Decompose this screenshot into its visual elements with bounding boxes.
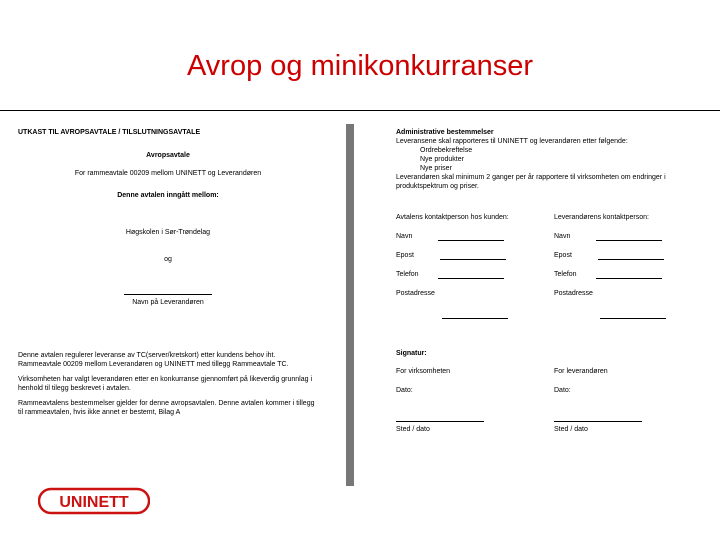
document-left-page	[18, 128, 318, 488]
admin-item-2: Nye produkter	[420, 156, 464, 163]
logo-text: UNINETT	[59, 494, 129, 511]
and-text: og	[164, 256, 172, 263]
agreement-subtitle: For rammeavtale 00209 mellom UNINETT og Leverandøren	[74, 170, 262, 177]
uninett-logo	[38, 487, 150, 515]
customer-email-label: Epost	[396, 252, 414, 259]
supplier-name-line	[596, 233, 662, 241]
supplier-address-line	[600, 311, 666, 319]
supplier-phone-line	[596, 271, 662, 279]
document-right-page	[396, 128, 696, 488]
supplier-contact-title: Leverandørens kontaktperson:	[554, 214, 649, 221]
customer-phone-label: Telefon	[396, 271, 419, 278]
sign-supplier-line	[554, 413, 642, 422]
title-divider	[0, 110, 720, 111]
supplier-name-label: Navn på Leverandøren	[132, 299, 204, 306]
signature-section	[396, 349, 696, 459]
sign-supplier-label: For leverandøren	[554, 368, 608, 375]
agreement-title: Avropsavtale	[146, 152, 190, 159]
customer-phone-line	[438, 271, 504, 279]
contacts-section	[396, 213, 696, 333]
admin-text: Leveransene skal rapporteres til UNINETT og leverandøren etter følgende:	[396, 138, 628, 145]
sign-customer-place: Sted / dato	[396, 426, 430, 433]
customer-address-line	[442, 311, 508, 319]
admin-text-2: Leverandøren skal minimum 2 ganger per år rapportere til virksomheten om endringer i produktspektrum og priser.	[396, 174, 666, 190]
supplier-address-label: Postadresse	[554, 290, 593, 297]
paragraph-1: Denne avtalen regulerer leveranse av TC(server/kretskort) etter kundens behov iht. Rammeavtale 00209 mellom Leverandøren og UNINETT med tillegg Rammeavtale TC.	[18, 352, 289, 368]
supplier-email-line	[598, 252, 664, 260]
customer-name-line	[438, 233, 504, 241]
paragraph-2: Virksomheten har valgt leverandøren etter en konkurranse gjennomført på likeverdig grunnlag i henhold til tilegg beskrevet i avtalen.	[18, 376, 313, 392]
agreement-parties-intro: Denne avtalen inngått mellom:	[117, 192, 219, 199]
supplier-signature-line	[124, 286, 212, 295]
sign-supplier-date: Dato:	[554, 387, 571, 394]
admin-title: Administrative bestemmelser	[396, 129, 494, 136]
admin-item-1: Ordrebekreftelse	[420, 147, 473, 154]
supplier-email-label: Epost	[554, 252, 572, 259]
customer-contact-title: Avtalens kontaktperson hos kunden:	[396, 214, 509, 221]
customer-email-line	[440, 252, 506, 260]
page-divider	[346, 124, 354, 486]
customer-address-label: Postadresse	[396, 290, 435, 297]
sign-customer-date: Dato:	[396, 387, 413, 394]
signature-title: Signatur:	[396, 350, 427, 357]
customer-name-label: Navn	[396, 233, 413, 240]
paragraph-3: Rammeavtalens bestemmelser gjelder for denne avropsavtalen. Denne avtalen kommer i tillegg til rammeavtalen, hvis ikke annet er bestemt, Bilag A	[18, 400, 315, 416]
sign-supplier-place: Sted / dato	[554, 426, 588, 433]
supplier-name-field-label: Navn	[554, 233, 571, 240]
admin-item-3: Nye priser	[420, 165, 452, 172]
sign-customer-line	[396, 413, 484, 422]
sign-customer-label: For virksomheten	[396, 368, 451, 375]
document-heading: UTKAST TIL AVROPSAVTALE / TILSLUTNINGSAVTALE	[18, 129, 201, 136]
customer-name: Høgskolen i Sør-Trøndelag	[125, 229, 211, 236]
slide-title: Avrop og minikonkurranser	[186, 50, 534, 82]
supplier-phone-label: Telefon	[554, 271, 577, 278]
